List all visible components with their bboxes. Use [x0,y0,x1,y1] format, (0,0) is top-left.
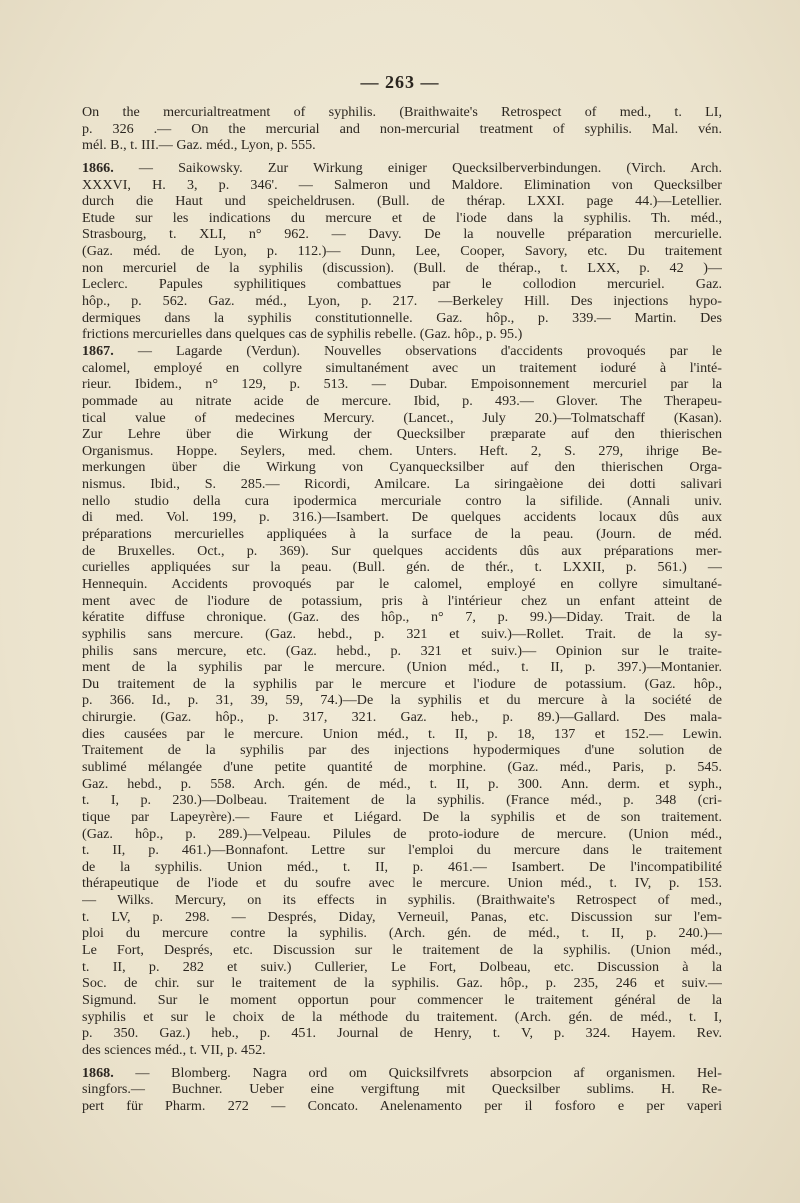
text-line: kératite diffuse chronique. (Gaz. des hôp., n° 7, p. 99.)—Diday. Trait. de la [82,609,722,626]
text-line: ment de la syphilis par le mercure. (Union méd., t. II, p. 397.)—Montanier. [82,659,722,676]
text-line: des sciences méd., t. VII, p. 452. [82,1041,266,1058]
text-line: thérapeutique de l'iode et du soufre avec le mercure. Union méd., t. IV, p. 153. [82,875,722,892]
text-line: t. I, p. 230.)—Dolbeau. Traitement de la syphilis. (France méd., p. 348 (cri- [82,792,722,809]
text-line: (Gaz. méd. de Lyon, p. 112.)— Dunn, Lee, Cooper, Savory, etc. Du traitement [82,243,722,260]
text-line: curielles appliquées sur la peau. (Bull. gén. de thér., t. LXXII, p. 561.) — [82,559,722,576]
text-line: dies causées par le mercure. Union méd., t. II, p. 18, 137 et 152.— Lewin. [82,725,722,742]
text-line: philis sans mercure, etc. (Gaz. hebd., p. 321 et suiv.)— Opinion sur le traite- [82,642,722,659]
text-line: Du traitement de la syphilis par le mercure et l'iodure de potassium. (Gaz. hôp., [82,675,722,692]
text-line: ploi du mercure contre la syphilis. (Arch. gén. de méd., t. II, p. 240.)— [82,925,722,942]
text-line: sublimé mélangée d'une petite quantité de morphine. (Gaz. méd., Paris, p. 545. [82,758,722,775]
bibliography-entry-continued [82,104,722,154]
text-line: non mercuriel de la syphilis (discussion). (Bull. de thérap., t. LXX, p. 42 )— [82,259,722,276]
text-line: p. 350. Gaz.) heb., p. 451. Journal de Henry, t. V, p. 324. Hayem. Rev. [82,1025,722,1042]
text-line: dermiques dans la syphilis constitutionnelle. Gaz. hôp., p. 339.— Martin. Des [82,309,722,326]
text-line: Gaz. hebd., p. 558. Arch. gén. de méd., t. II, p. 300. Ann. derm. et syph., [82,775,722,792]
text-line: 1866. — Saikowsky. Zur Wirkung einiger Quecksilberverbindungen. (Virch. Arch. [82,159,722,176]
text-line: Hennequin. Accidents provoqués par le calomel, employé en collyre simultané- [82,575,722,592]
text-line: t. II, p. 282 et suiv.) Cullerier, Le Fort, Dolbeau, etc. Discussion à la [82,958,722,975]
text-line: calomel, employé en collyre simultanément avec un traitement ioduré à l'inté- [82,359,722,376]
year-label: 1868. [82,1064,114,1081]
text-line: Soc. de chir. sur le traitement de la syphilis. Gaz. hôp., p. 235, 246 et suiv.— [82,975,722,992]
text-line: 1868. — Blomberg. Nagra ord om Quicksilfvrets absorpcion af organismen. Hel- [82,1064,722,1081]
text-line: XXXVI, H. 3, p. 346'. — Salmeron und Maldore. Elimination von Quecksilber [82,176,722,193]
text-line: Le Fort, Després, etc. Discussion sur le traitement de la syphilis. (Union méd., [82,942,722,959]
text-line: Traitement de la syphilis par des injections hypodermiques d'une solution de [82,742,722,759]
text-line: t. LV, p. 298. — Després, Diday, Verneuil, Panas, etc. Discussion sur l'em- [82,908,722,925]
text-line: nismus. Ibid., S. 285.— Ricordi, Amilcare. La siringaèione dei dotti salivari [82,476,722,493]
text-line: Etude sur les indications du mercure et de l'iode dans la syphilis. Th. méd., [82,209,722,226]
text-line: pommade au nitrate acide de mercure. Ibid, p. 493.— Glover. The Therapeu- [82,392,722,409]
year-label: 1867. [82,342,114,359]
text-line: mél. B., t. III.— Gaz. méd., Lyon, p. 555. [82,137,316,154]
text-line: chirurgie. (Gaz. hôp., p. 317, 321. Gaz. heb., p. 89.)—Gallard. Des mala- [82,709,722,726]
text-line: de la syphilis. Union méd., t. II, p. 461.— Isambert. De l'incompatibilité [82,858,722,875]
text-line: pert für Pharm. 272 — Concato. Anelenamento per il fosforo e per vaperi [82,1097,722,1114]
text-line: — Wilks. Mercury, on its effects in syphilis. (Braithwaite's Retrospect of med., [82,892,722,909]
text-line: rieur. Ibidem., n° 129, p. 513. — Dubar. Empoisonnement mercuriel par la [82,376,722,393]
text-line: ment avec de l'iodure de potassium, pris à l'intérieur chez un enfant atteint de [82,592,722,609]
text-line: nello studio della cura ipodermica mercuriale contro la sifilide. (Annali univ. [82,492,722,509]
text-line: p. 326 .— On the mercurial and non-mercurial treatment of syphilis. Mal. vén. [82,120,722,137]
bibliography-entry-1867 [82,343,722,1059]
text-line: (Gaz. hôp., p. 289.)—Velpeau. Pilules de proto-iodure de mercure. (Union méd., [82,825,722,842]
text-line: durch die Haut und speicheldrusen. (Bull. de thérap. LXXI. page 44.)—Letellier. [82,193,722,210]
text-line: Organismus. Hoppe. Seylers, med. chem. Unters. Heft. 2, S. 279, ihrige Be- [82,442,722,459]
text-line: di med. Vol. 199, p. 316.)—Isambert. De quelques accidents locaux dûs aux [82,509,722,526]
text-line: 1867. — Lagarde (Verdun). Nouvelles observations d'accidents provoqués par le [82,342,722,359]
text-line: syphilis sans mercure. (Gaz. hebd., p. 321 et suiv.)—Rollet. Trait. de la sy- [82,625,722,642]
text-line: p. 366. Id., p. 31, 39, 59, 74.)—De la syphilis et du mercure à la société de [82,692,722,709]
text-line: syphilis et sur le choix de la méthode du traitement. (Arch. gén. de méd., t. I, [82,1008,722,1025]
text-line: préparations mercurielles appliquées à la surface de la peau. (Journ. de méd. [82,526,722,543]
text-line: frictions mercurielles dans quelques cas de syphilis rebelle. (Gaz. hôp., p. 95.) [82,326,523,343]
bibliography-entry-1868 [82,1065,722,1115]
bibliography-text [82,104,722,1114]
text-line: merkungen über die Wirkung von Cyanquecksilber auf den thierischen Orga- [82,459,722,476]
text-line: singfors.— Buchner. Ueber eine vergiftung mit Quecksilber sublims. H. Re- [82,1081,722,1098]
bibliography-entry-1866 [82,160,722,343]
page-number: — 263 — [360,72,440,92]
text-line: hôp., p. 562. Gaz. méd., Lyon, p. 217. —Berkeley Hill. Des injections hypo- [82,293,722,310]
text-line: Zur Lehre über die Wirkung der Quecksilber præparate auf den thierischen [82,426,722,443]
text-line: tique par Lapeyrère).— Faure et Liégard. De la syphilis et de son traitement. [82,808,722,825]
text-line: Sigmund. Sur le moment opportun pour commencer le traitement général de la [82,991,722,1008]
text-line: Leclerc. Papules syphilitiques combattues par le collodion mercuriel. Gaz. [82,276,722,293]
year-label: 1866. [82,159,114,176]
text-line: t. II, p. 461.)—Bonnafont. Lettre sur l'emploi du mercure dans le traitement [82,842,722,859]
text-line: Strasbourg, t. XLI, n° 962. — Davy. De la nouvelle préparation mercurielle. [82,226,722,243]
text-line: On the mercurialtreatment of syphilis. (Braithwaite's Retrospect of med., t. LI, [82,104,722,120]
text-line: tical value of medecines Mercury. (Lancet., July 20.)—Tolmatschaff (Kasan). [82,409,722,426]
text-line: de Bruxelles. Oct., p. 369). Sur quelques accidents dûs aux préparations mer- [82,542,722,559]
